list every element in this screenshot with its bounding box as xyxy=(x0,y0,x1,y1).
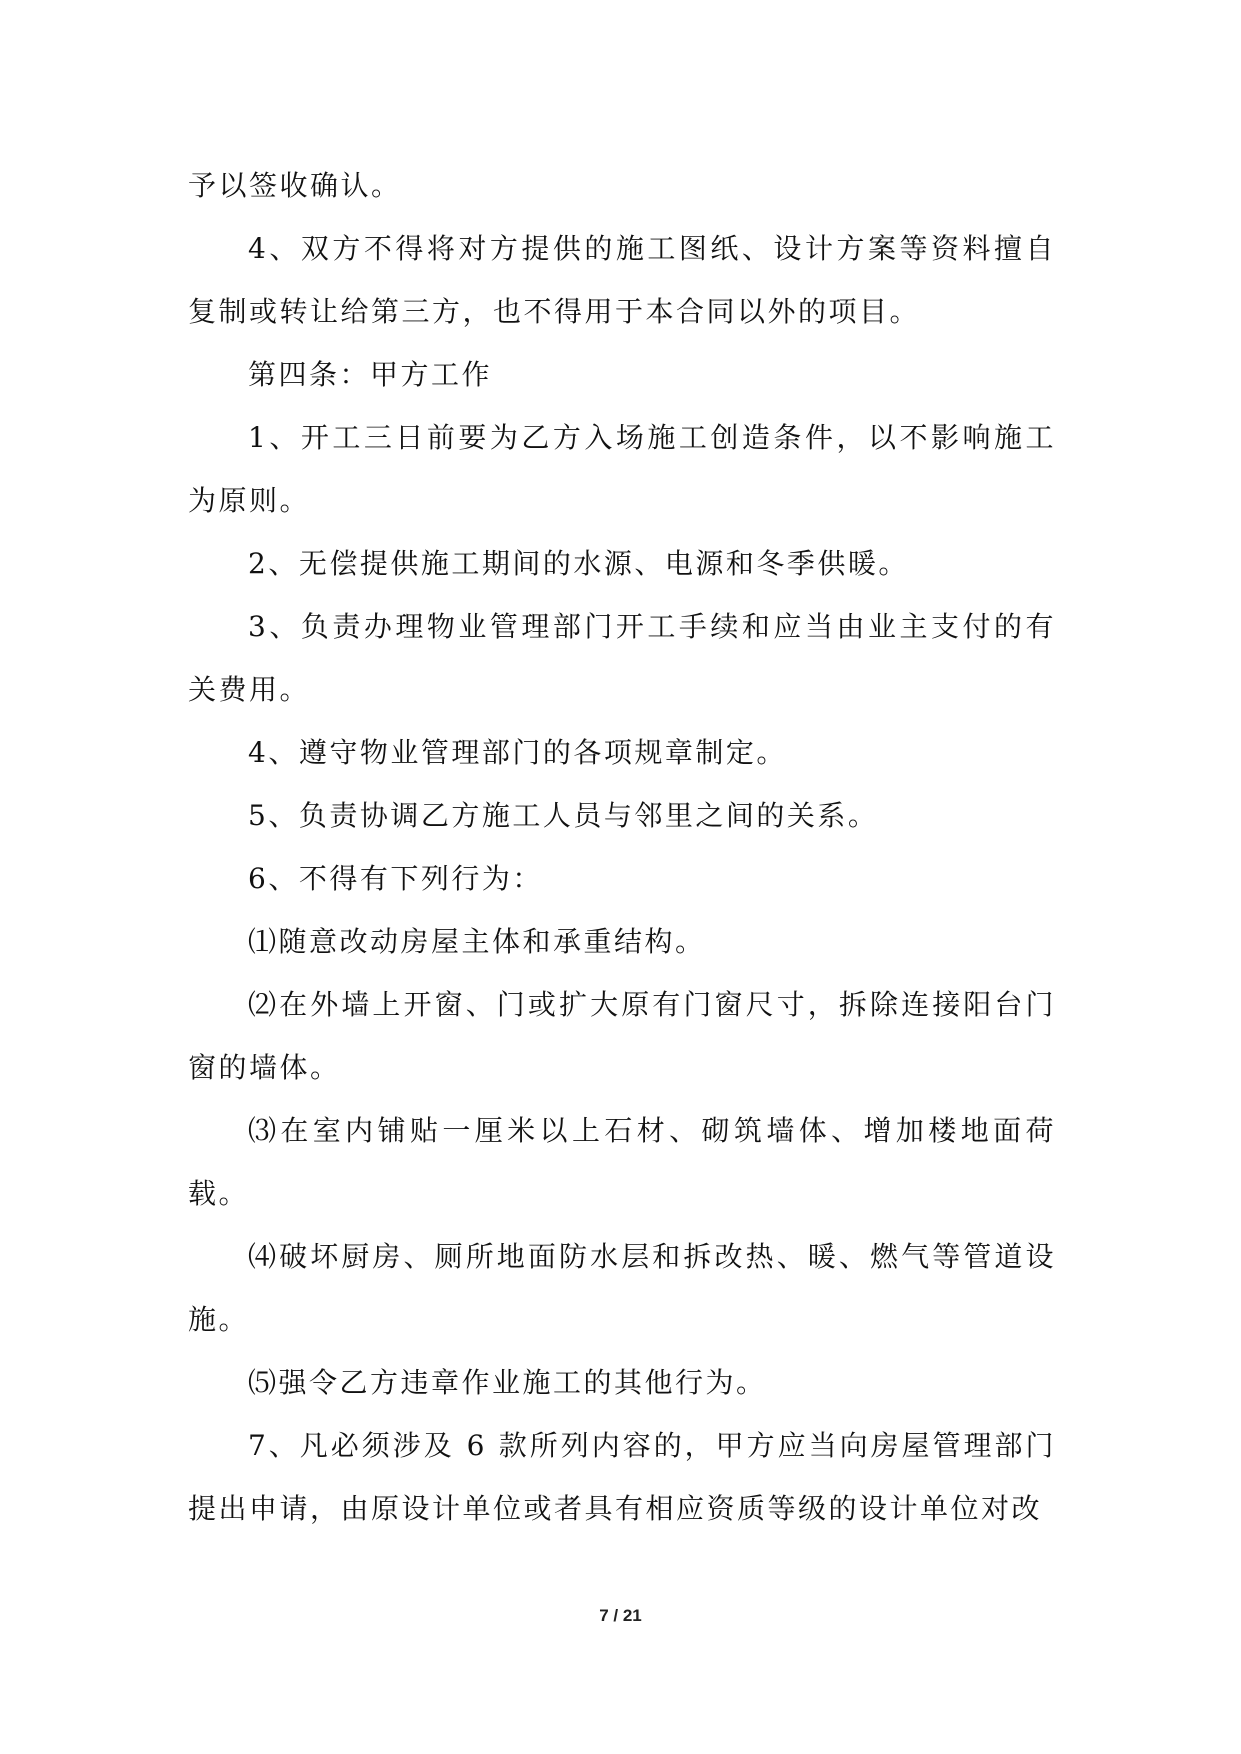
page-number: 7 / 21 xyxy=(599,1606,642,1625)
paragraph-5: 2、无偿提供施工期间的水源、电源和冬季供暖。 xyxy=(248,547,909,580)
list-item-3: ⑶在室内铺贴一厘米以上石材、砌筑墙体、增加楼地面荷载。 xyxy=(188,1114,1056,1210)
document-body xyxy=(188,154,1056,1540)
list-item-4: ⑷破坏厨房、厕所地面防水层和拆改热、暖、燃气等管道设施。 xyxy=(188,1240,1056,1336)
paragraph-4: 1、开工三日前要为乙方入场施工创造条件，以不影响施工为原则。 xyxy=(188,421,1056,517)
paragraph-9: 6、不得有下列行为： xyxy=(248,862,543,895)
paragraph-8: 5、负责协调乙方施工人员与邻里之间的关系。 xyxy=(248,799,879,832)
paragraph-6: 3、负责办理物业管理部门开工手续和应当由业主支付的有关费用。 xyxy=(188,610,1056,706)
list-item-2: ⑵在外墙上开窗、门或扩大原有门窗尺寸，拆除连接阳台门窗的墙体。 xyxy=(188,988,1056,1084)
paragraph-15: 7、凡必须涉及 6 款所列内容的，甲方应当向房屋管理部门提出申请，由原设计单位或者具有相应资质等级的设计单位对改 xyxy=(188,1429,1056,1525)
list-item-5: ⑸强令乙方违章作业施工的其他行为。 xyxy=(248,1366,767,1399)
paragraph-7: 4、遵守物业管理部门的各项规章制定。 xyxy=(248,736,787,769)
section-heading: 第四条：甲方工作 xyxy=(248,358,493,391)
list-item-1: ⑴随意改动房屋主体和承重结构。 xyxy=(248,925,706,958)
paragraph-1: 予以签收确认。 xyxy=(188,169,402,202)
paragraph-2: 4、双方不得将对方提供的施工图纸、设计方案等资料擅自复制或转让给第三方，也不得用于本合同以外的项目。 xyxy=(188,232,1056,328)
